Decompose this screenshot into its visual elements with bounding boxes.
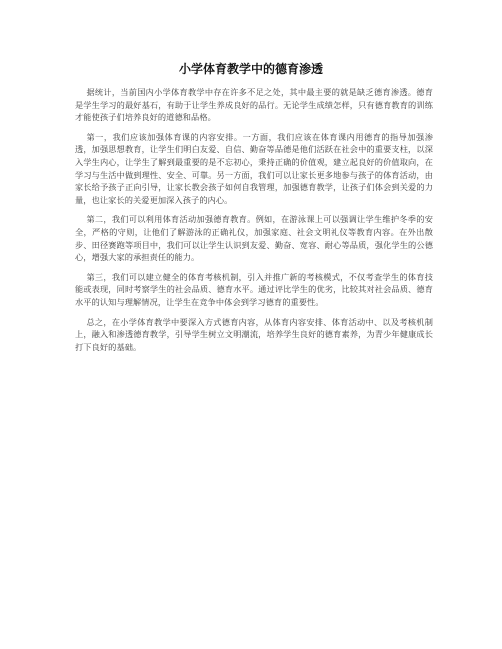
paragraph-conclusion: 总之，在小学体育教学中要深入方式德育内容，从体育内容安排、体育活动中、以及考核机制上，融入和渗透德育教学，引导学生树立文明潮流，培养学生良好的德育素养，为青少年健康成长打下良好的基础。 bbox=[75, 316, 433, 352]
paragraph-second-point: 第二，我们可以利用体育活动加强德育教育。例如，在游泳课上可以强调让学生维护冬季的安全，严格的守则，让他们了解游泳的正确礼仪，加强家庭、社会文明礼仪等教育内容。在外出散步、田径赛跑等项目中，我们可以让学生认识到友爱、勤奋、宽容、耐心等品质，强化学生的公德心，增强大家的承担责任的能力。 bbox=[75, 214, 433, 263]
document-title: 小学体育教学中的德育渗透 bbox=[178, 62, 323, 76]
paragraph-intro: 据统计，当前国内小学体育教学中存在许多不足之处，其中最主要的就是缺乏德育渗透。德育是学生学习的最好基石，有助于让学生养成良好的品行。无论学生成绩怎样，只有德育教育的训练才能使孩子们培养良好的道德和品格。 bbox=[75, 87, 433, 123]
paragraph-third-point: 第三，我们可以建立健全的体育考核机制，引入并推广新的考核模式，不仅考查学生的体育技能或表现，同时考察学生的社会品质、德育水平。通过评比学生的优劣，比较其对社会品质、德育水平的认知与理解情况，让学生在竞争中体会到学习德育的重要性。 bbox=[75, 271, 433, 307]
document-body bbox=[75, 86, 433, 360]
paragraph-first-point: 第一，我们应该加强体育课的内容安排。一方面，我们应该在体育课内用德育的指导加强渗透，加强思想教育，让学生们明白友爱、自信、勤奋等品德是他们活跃在社会中的重要支柱，以深入学生内心，让学生了解到最重要的是不忘初心，秉持正确的价值观，建立起良好的价值取向，在学习与生活中做到理性、安全、可靠。另一方面，我们可以让家长更多地参与孩子的体育活动，由家长给予孩子正向引导，让家长教会孩子如何自我管理，加强德育教学，让孩子们体会到关爱的力量，也让家长的关爱更加深入孩子的内心。 bbox=[75, 131, 433, 205]
